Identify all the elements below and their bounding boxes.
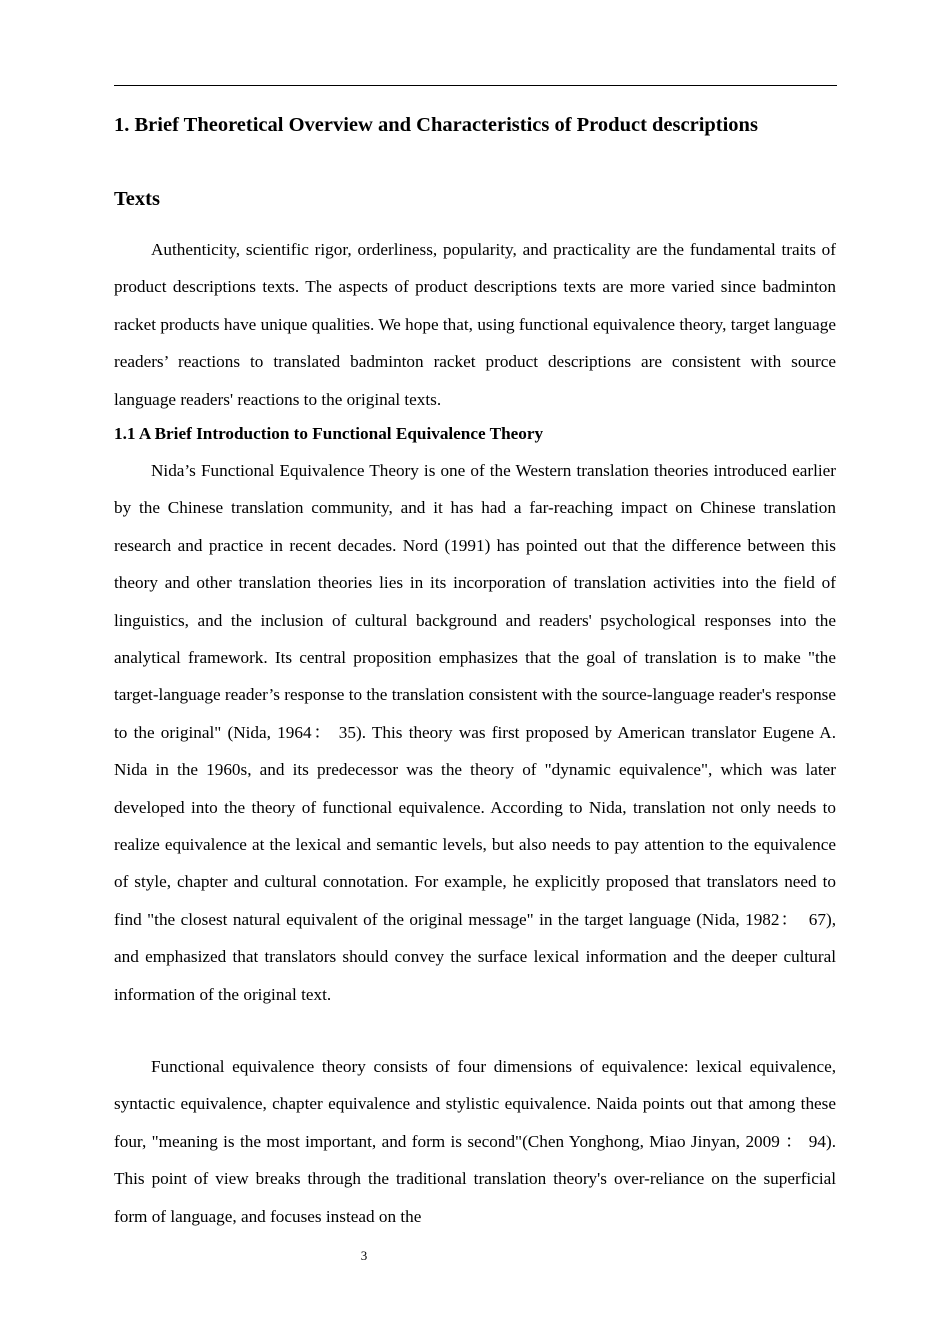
header-rule: [114, 85, 837, 86]
subsection-heading: 1.1 A Brief Introduction to Functional Equivalence Theory: [114, 424, 544, 443]
paragraph-four-dimensions: Functional equivalence theory consists of four dimensions of equivalence: lexical equivalence, syntactic equivalence, chapter equivalence and stylistic equivalence. Naida points out that among these four, "meaning is the most important, and form is second"(Chen Yonghong, Miao Jinyan, 2009 ： 94). This point of view breaks through the traditional translation theory's over-reliance on the superficial form of language, and focuses instead on the: [114, 1057, 836, 1226]
page-number: 3: [360, 1248, 368, 1263]
section-heading-continued: Texts: [114, 188, 160, 210]
section-heading: 1. Brief Theoretical Overview and Characteristics of Product descriptions: [114, 114, 758, 136]
paragraph-intro: Authenticity, scientific rigor, orderliness, popularity, and practicality are the fundamental traits of product descriptions texts. The aspects of product descriptions texts are more varied since badminton racket products have unique qualities. We hope that, using functional equivalence theory, target language readers’ reactions to translated badminton racket product descriptions are consistent with source language readers' reactions to the original texts.: [114, 240, 836, 409]
paragraph-nida-theory: Nida’s Functional Equivalence Theory is one of the Western translation theories introduced earlier by the Chinese translation community, and it has had a far-reaching impact on Chinese translation research and practice in recent decades. Nord (1991) has pointed out that the difference between this theory and other translation theories lies in its incorporation of translation activities into the field of linguistics, and the inclusion of cultural background and readers' psychological responses into the analytical framework. Its central proposition emphasizes that the goal of translation is to make "the target-language reader’s response to the translation consistent with the source-language reader's response to the original" (Nida, 1964： 35). This theory was first proposed by American translator Eugene A. Nida in the 1960s, and its predecessor was the theory of "dynamic equivalence", which was later developed into the theory of functional equivalence. According to Nida, translation not only needs to realize equivalence at the lexical and semantic levels, but also needs to pay attention to the equivalence of style, chapter and cultural connotation. For example, he explicitly proposed that translators need to find "the closest natural equivalent of the original message" in the target language (Nida, 1982： 67), and emphasized that translators should convey the surface lexical information and the deeper cultural information of the original text.: [114, 461, 836, 1004]
